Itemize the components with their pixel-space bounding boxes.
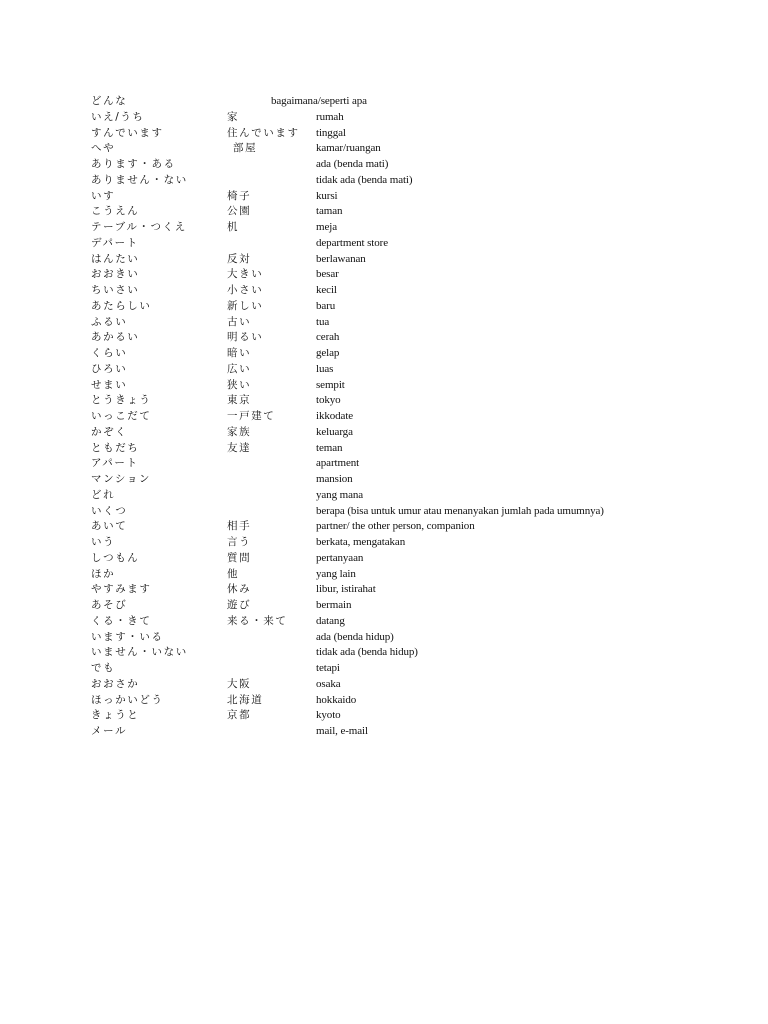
meaning-text: tidak ada (benda mati) (316, 173, 413, 186)
kana-word: マンション (91, 473, 152, 485)
kana-word: いえ/うち (91, 110, 145, 123)
kanji-word: 狭い (227, 378, 252, 391)
kanji-word: 休み (227, 583, 252, 596)
vocab-row (91, 551, 711, 567)
kana-word: きょうと (91, 709, 140, 722)
kana-word: どれ (91, 488, 116, 501)
kanji-word: 一戸建て (227, 410, 276, 422)
vocab-row (91, 441, 711, 457)
vocab-row (91, 346, 711, 362)
kanji-word: 東京 (227, 394, 252, 407)
vocab-row (91, 362, 711, 378)
kana-word: せまい (91, 378, 128, 391)
meaning-text: libur, istirahat (316, 583, 376, 596)
meaning-text: kecil (316, 284, 337, 296)
kanji-word: 椅子 (227, 189, 252, 202)
meaning-text: kyoto (316, 709, 341, 722)
kanji-word: 机 (227, 221, 240, 233)
meaning-text: tua (316, 315, 330, 328)
vocab-row (91, 724, 711, 740)
kana-word: いません・いない (91, 646, 188, 659)
vocabulary-list (91, 94, 711, 740)
kana-word: デパート (91, 236, 139, 249)
kanji-word: 住んでいます (227, 126, 300, 139)
kana-word: いっこだて (91, 410, 152, 422)
kanji-word: 暗い (227, 347, 252, 359)
meaning-text: yang lain (316, 567, 356, 580)
meaning-text: teman (316, 441, 343, 454)
vocab-row (91, 598, 711, 614)
meaning-text: bagaimana/seperti apa (271, 95, 367, 107)
kana-word: とうきょう (91, 394, 152, 407)
vocab-row (91, 393, 711, 409)
kanji-word: 公園 (227, 205, 252, 218)
vocab-row (91, 708, 711, 724)
kana-word: おおきい (91, 268, 140, 281)
kanji-word: 家族 (227, 425, 252, 438)
meaning-text: mail, e-mail (316, 725, 368, 737)
vocab-row (91, 378, 711, 394)
kana-word: やすみます (91, 583, 152, 596)
vocab-row (91, 252, 711, 268)
kana-word: はんたい (91, 252, 140, 265)
kana-word: あたらしい (91, 299, 152, 312)
kana-word: へや (91, 142, 116, 155)
meaning-text: cerah (316, 331, 340, 344)
meaning-text: berapa (bisa untuk umur atau menanyakan jumlah pada umumnya) (316, 504, 604, 517)
meaning-text: baru (316, 299, 336, 312)
vocab-row (91, 189, 711, 205)
kanji-word: 反対 (227, 252, 252, 265)
kana-word: いう (91, 536, 116, 548)
vocab-row (91, 504, 711, 520)
kana-word: あります・ある (91, 158, 176, 170)
vocab-row (91, 425, 711, 441)
vocab-row (91, 582, 711, 598)
meaning-text: ada (benda mati) (316, 158, 389, 170)
kanji-word: 部屋 (233, 142, 258, 155)
vocab-row (91, 126, 711, 142)
kanji-word: 来る・来て (227, 614, 288, 627)
kana-word: しつもん (91, 551, 140, 564)
meaning-text: besar (316, 268, 339, 281)
meaning-text: tetapi (316, 662, 340, 674)
kana-word: あいて (91, 520, 128, 533)
meaning-text: pertanyaan (316, 551, 364, 564)
kana-word: アパート (91, 457, 139, 470)
meaning-text: kursi (316, 189, 338, 202)
kana-word: ほっかいどう (91, 693, 164, 706)
kana-word: ともだち (91, 441, 140, 454)
kana-word: おおさか (91, 677, 140, 690)
vocab-row (91, 315, 711, 331)
vocab-row (91, 488, 711, 504)
meaning-text: ikkodate (316, 410, 354, 422)
kanji-word: 言う (227, 536, 252, 548)
meaning-text: tokyo (316, 394, 341, 407)
meaning-text: department store (316, 236, 389, 249)
kanji-word: 他 (227, 567, 240, 580)
vocab-row (91, 173, 711, 189)
kana-word: ふるい (91, 315, 128, 328)
kana-word: いくつ (91, 504, 128, 517)
vocab-row (91, 456, 711, 472)
kana-word: かぞく (91, 425, 128, 438)
kana-word: あかるい (91, 331, 140, 344)
vocab-row (91, 236, 711, 252)
kana-word: くる・きて (91, 614, 152, 627)
vocab-row (91, 661, 711, 677)
meaning-text: tinggal (316, 126, 346, 139)
vocab-row (91, 630, 711, 646)
meaning-text: bermain (316, 599, 352, 611)
meaning-text: taman (316, 205, 343, 218)
kanji-word: 質問 (227, 551, 252, 564)
kanji-word: 家 (227, 110, 240, 123)
meaning-text: kamar/ruangan (316, 142, 381, 155)
kana-word: ひろい (91, 362, 128, 375)
meaning-text: meja (316, 221, 337, 233)
kanji-word: 明るい (227, 331, 264, 344)
vocab-row (91, 267, 711, 283)
kana-word: こうえん (91, 205, 140, 218)
vocab-row (91, 283, 711, 299)
kana-word: メール (91, 725, 128, 737)
vocab-row (91, 535, 711, 551)
vocab-row (91, 677, 711, 693)
kanji-word: 大きい (227, 268, 264, 281)
meaning-text: berkata, mengatakan (316, 536, 406, 548)
vocab-row (91, 94, 711, 110)
vocab-row (91, 204, 711, 220)
kana-word: くらい (91, 347, 128, 359)
vocab-row (91, 519, 711, 535)
kanji-word: 小さい (227, 284, 264, 296)
kana-word: ちいさい (91, 284, 140, 296)
kana-word: あそび (91, 599, 128, 611)
kanji-word: 大阪 (227, 677, 252, 690)
meaning-text: berlawanan (316, 252, 366, 265)
vocab-row (91, 409, 711, 425)
vocab-row (91, 330, 711, 346)
meaning-text: yang mana (316, 488, 364, 501)
kanji-word: 友達 (227, 441, 252, 454)
vocab-row (91, 110, 711, 126)
kana-word: います・いる (91, 630, 164, 643)
kana-word: どんな (91, 95, 128, 107)
meaning-text: mansion (316, 473, 353, 485)
meaning-text: ada (benda hidup) (316, 630, 394, 643)
kana-word: テーブル・つくえ (91, 221, 187, 233)
vocab-row (91, 141, 711, 157)
meaning-text: sempit (316, 378, 345, 391)
vocab-row (91, 567, 711, 583)
kana-word: いす (91, 189, 116, 202)
meaning-text: luas (316, 362, 334, 375)
meaning-text: datang (316, 614, 345, 627)
kana-word: でも (91, 662, 116, 674)
meaning-text: apartment (316, 457, 360, 470)
vocab-row (91, 693, 711, 709)
kanji-word: 相手 (227, 520, 252, 533)
kanji-word: 京都 (227, 709, 252, 722)
kanji-word: 広い (227, 362, 252, 375)
meaning-text: tidak ada (benda hidup) (316, 646, 418, 659)
kana-word: ほか (91, 567, 116, 580)
meaning-text: partner/ the other person, companion (316, 520, 475, 533)
meaning-text: rumah (316, 110, 344, 123)
kanji-word: 遊び (227, 599, 252, 611)
vocab-row (91, 472, 711, 488)
meaning-text: hokkaido (316, 693, 357, 706)
meaning-text: gelap (316, 347, 340, 359)
vocab-row (91, 614, 711, 630)
kana-word: ありません・ない (91, 173, 188, 186)
vocab-row (91, 220, 711, 236)
kana-word: すんでいます (91, 126, 164, 139)
vocab-row (91, 299, 711, 315)
vocab-row (91, 645, 711, 661)
kanji-word: 古い (227, 315, 252, 328)
kanji-word: 新しい (227, 299, 264, 312)
kanji-word: 北海道 (227, 693, 264, 706)
meaning-text: osaka (316, 677, 341, 690)
vocab-row (91, 157, 711, 173)
meaning-text: keluarga (316, 425, 353, 438)
